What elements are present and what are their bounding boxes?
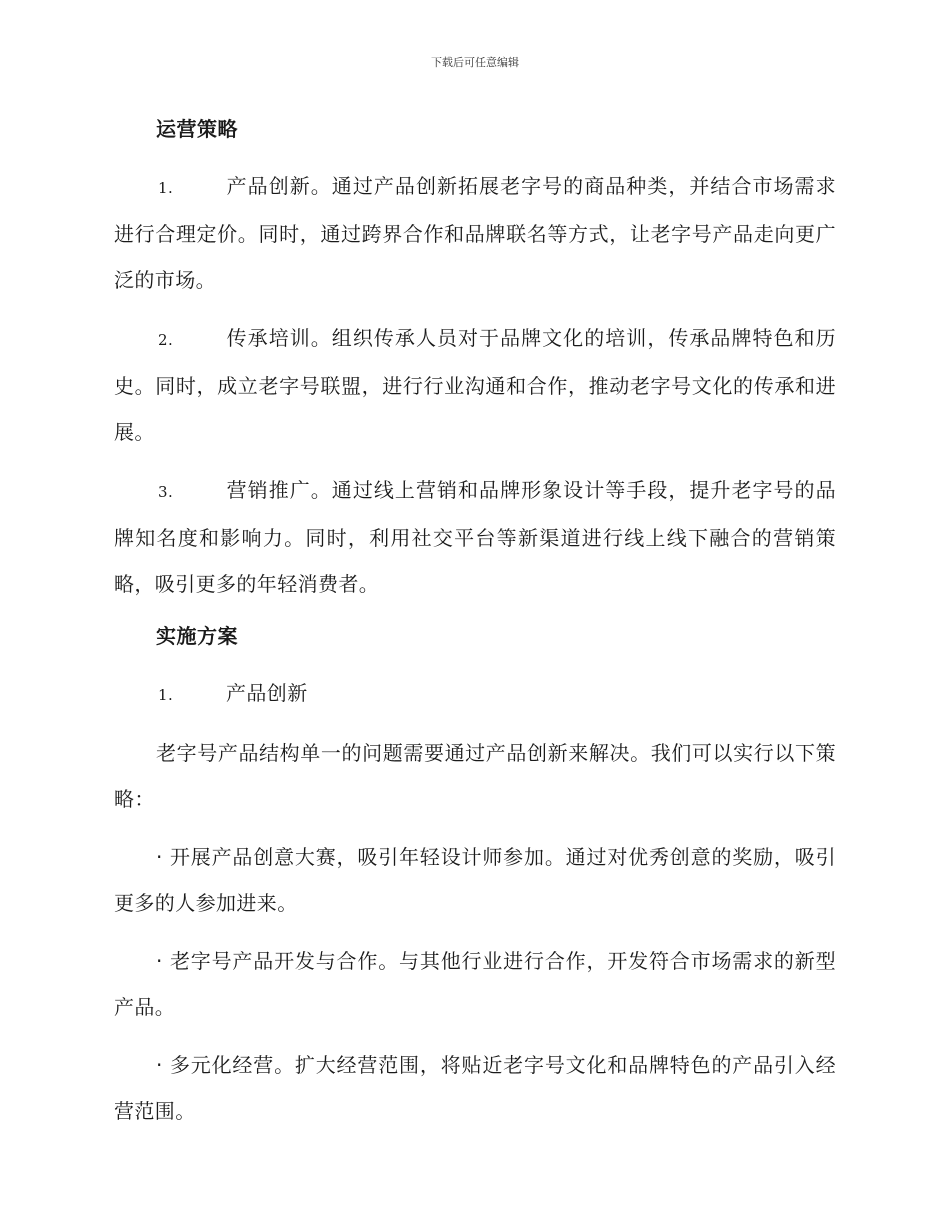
item-text: 营销推广。通过线上营销和品牌形象设计等手段，提升老字号的品牌知名度和影响力。同时，利用社交平台等新渠道进行线上线下融合的营销策略，吸引更多的年轻消费者。 [114, 478, 836, 596]
bullet-paragraph: · 老字号产品开发与合作。与其他行业进行合作，开发符合市场需求的新型产品。 [114, 949, 836, 1019]
bullet-paragraph: · 开展产品创意大赛，吸引年轻设计师参加。通过对优秀创意的奖励，吸引更多的人参加进来。 [114, 845, 836, 915]
document-body [114, 112, 836, 1146]
section-heading-plan: 实施方案 [156, 624, 238, 648]
item-text: 产品创新 [226, 681, 308, 705]
intro-paragraph: 老字号产品结构单一的问题需要通过产品创新来解决。我们可以实行以下策略： [114, 741, 836, 811]
item-number: 1. [158, 686, 174, 704]
item-number: 3. [158, 483, 174, 501]
bullet-paragraph: · 多元化经营。扩大经营范围，将贴近老字号文化和品牌特色的产品引入经营范围。 [114, 1053, 836, 1123]
section-heading-strategy: 运营策略 [156, 117, 238, 141]
item-text: 产品创新。通过产品创新拓展老字号的商品种类，并结合市场需求进行合理定价。同时，通过跨界合作和品牌联名等方式，让老字号产品走向更广泛的市场。 [114, 174, 836, 292]
item-text: 传承培训。组织传承人员对于品牌文化的培训，传承品牌特色和历史。同时，成立老字号联盟，进行行业沟通和合作，推动老字号文化的传承和进展。 [114, 326, 836, 444]
numbered-paragraph [114, 163, 836, 303]
numbered-paragraph [114, 467, 836, 607]
item-number: 2. [158, 331, 174, 349]
item-number: 1. [158, 179, 174, 197]
numbered-subheading [114, 670, 836, 718]
header-note: 下载后可任意编辑 [431, 56, 519, 69]
numbered-paragraph [114, 315, 836, 455]
